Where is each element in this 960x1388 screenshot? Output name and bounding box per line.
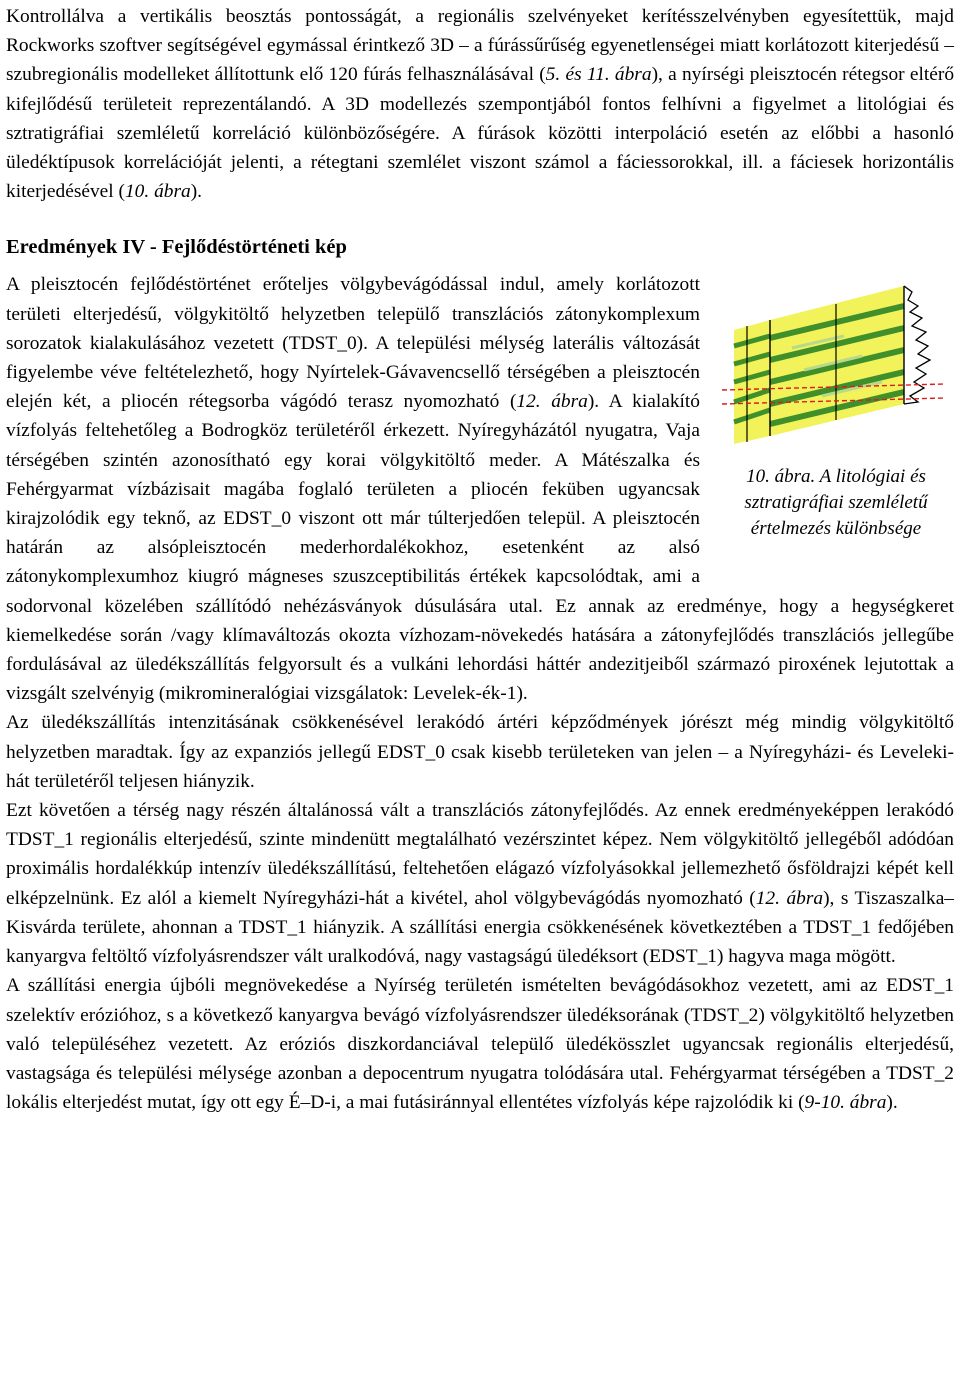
body-paragraph: Ezt követően a térség nagy részén általánossá vált a transzlációs zátonyfejlődés. Az ennek eredményeképpen lerakódó TDST_1 regionális elterjedésű, szinte mindenütt megtalálható vezérszintet képez. Nem völgykitöltő jellegéből adódóan proximális hordalékkúp intenzív üledékszállítású, feltehetően elágazó vízfolyásokkal jellemezhető ősföldrajzi képét kell elképzelnünk. Ez alól a kiemelt Nyíregyházi-hát a kivétel, ahol völgybevágódás nyomozható (12. ábra), s Tiszaszalka–Kisvárda területe, ahonnan a TDST_1 hiányzik. A szállítási energia csökkenésének következtében a TDST_1 fedőjében kanyargva feltöltő vízfolyásrendszer vált uralkodóvá, nagy vastagságú üledéksort (EDST_1) hagyva maga mögött. <box>6 800 954 968</box>
figure-reference: 10. ábra <box>124 181 191 203</box>
well-log-curve <box>904 286 930 404</box>
body-paragraph: A szállítási energia újbóli megnövekedése a Nyírség területén ismételten bevágódásokhoz vezetett, ami az EDST_1 szelektív erózióhoz, s a következő kanyargva bevágó vízfolyásrendszer üledéksorának (TDST_2) völgykitöltő helyzetben való településéhez vezetett. Az eróziós diszkordanciával települő üledékösszlet ugyancsak regionális elterjedésű, vastagsága és települési mélysége azonban a depocentrum nyugatra tolódására utal. Fehérgyarmat térségében a TDST_2 lokális elterjedést mutat, így ott egy É–D-i, a mai futásiránnyal ellentétes vízfolyás képe rajzolódik ki (9-10. ábra). <box>6 975 954 1114</box>
section-heading: Eredmények IV - Fejlődéstörténeti kép <box>6 236 347 259</box>
body-paragraph: A pleisztocén fejlődéstörténet erőteljes völgybevágódással indul, amely korlátozott területi elterjedésű, völgykitöltő helyzetben települő transzlációs zátonykomplexum sorozatok kialakulásához vezetett (TDST_0). A települési mélység laterális változását figyelembe véve feltételezhető, hogy Nyírtelek-Gávavencsellő térségében a pleisztocén elején két, a pliocén rétegsorba vágódó terasz nyomozható (12. ábra). A kialakító vízfolyás feltehetőleg a Bodrogköz területéről érkezett. Nyíregyházától nyugatra, Vaja térségében szintén azonosítható egy korai völgykitöltő meder. A Mátészalka és Fehérgyarmat vízbázisait magába foglaló területen a pliocén feküben ugyancsak kirajzolódik egy teknő, az EDST_0 viszont ott már túlterjedően települ. A pleisztocén határán az alsópleisztocén mederhordalékokhoz, esetenként az alsó zátonykomplexumhoz kiugró mágneses szuszceptibilitás értékek kapcsolódtak, ami a sodorvonal közelében szállítódó nehézásványok dúsulására utal. Ez annak az eredménye, hogy a hegységkeret kiemelkedése során /vagy klímaváltozás okozta vízhozam-növekedés hatására a zátonyfejlődés transzlációs jellegűbe fordulásával az üledékszállítás felgyorsult és a vulkáni lehordási háttér andezitjeiből származó piroxének lejutottak a vizsgált szelvényig (mikromineralógiai vizsgálatok: Levelek-ék-1). <box>6 274 954 705</box>
body-paragraph: Az üledékszállítás intenzitásának csökkenésével lerakódó ártéri képződmények jórészt még mindig völgykitöltő helyzetben maradtak. Így az expanziós jellegű EDST_0 csak kisebb területeken van jelen – a Nyíregyházi- és Leveleki-hát területéről teljesen hiányzik. <box>6 712 954 792</box>
figure-reference: 9-10. ábra <box>804 1092 887 1114</box>
intro-paragraph <box>6 0 954 206</box>
caption-line: sztratigráfiai szemléletű <box>744 492 928 514</box>
caption-line: értelmezés különbsége <box>750 518 922 540</box>
figure-reference: 12. ábra <box>516 391 588 413</box>
figure-10 <box>712 278 960 566</box>
figure-caption <box>712 464 960 542</box>
document-page <box>6 0 954 1117</box>
caption-line: 10. ábra. A litológiai és <box>746 466 926 488</box>
intro-text-3: ). <box>190 181 203 203</box>
figure-reference: 5. és 11. ábra <box>545 64 652 86</box>
stratigraphic-fence-diagram <box>712 278 960 466</box>
figure-reference: 12. ábra <box>755 887 824 909</box>
intro-text-2: ), a nyírségi pleisztocén rétegsor eltérő kifejlődésű területeit reprezentálandó. A 3D modellezés szempontjából fontos felhívni a figyelmet a litológiai és sztratigráfiai szemléletű korreláció különbözőségére. A fúrások közötti interpoláció esetén az előbbi a hasonló üledéktípusok korrelációját jelenti, a rétegtani szemlélet viszont számol a fáciessorokkal, ill. a fáciesek horizontális kiterjedésével ( <box>6 64 955 203</box>
intro-text-1: Kontrollálva a vertikális beosztás pontosságát, a regionális szelvényeket kerítésszelvényben egyesítettük, majd Rockworks szoftver segítségével egymással érintkező 3D – a fúrássűrűség egyenetlenségei miatt korlátozott kiterjedésű – szubregionális modelleket állítottunk elő 120 fúrás felhasználásával ( <box>6 6 954 86</box>
